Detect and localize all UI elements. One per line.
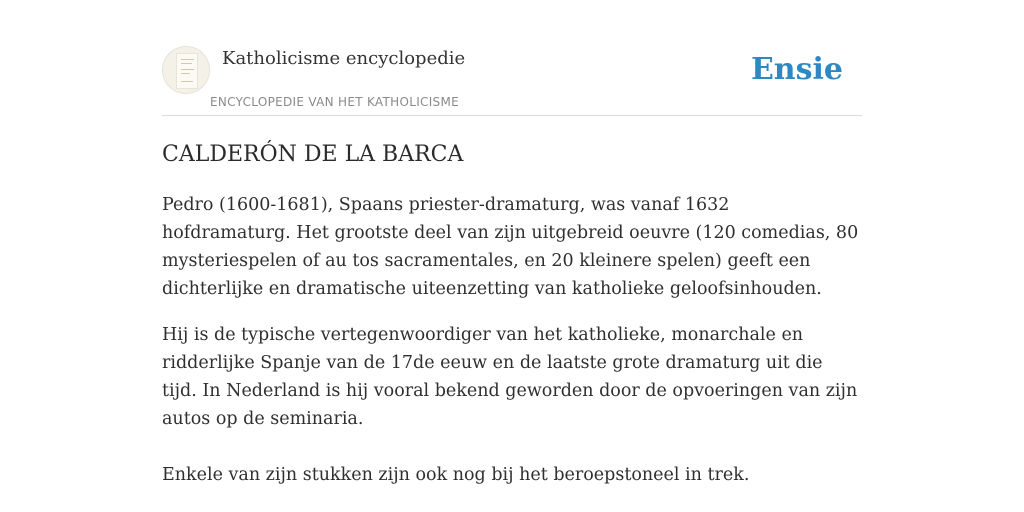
page-line: [181, 73, 190, 74]
book-cover-icon[interactable]: [162, 46, 210, 94]
brand-logo[interactable]: Ensie: [750, 52, 843, 87]
page-line: [181, 59, 194, 60]
article-title: CALDERÓN DE LA BARCA: [162, 142, 464, 167]
article-paragraph: Pedro (1600-1681), Spaans priester-dramaturg, was vanaf 1632 hofdramaturg. Het grootste deel van zijn uitgebreid oeuvre (120 comedias, 80 mysteriespelen of au tos sacramentales, en 20 kleinere spelen) geeft een dichterlijke en dramatische uiteenzetting van katholieke geloofsinhouden.: [162, 195, 859, 299]
article-paragraph: Enkele van zijn stukken zijn ook nog bij het beroepstoneel in trek.: [162, 465, 750, 485]
article-paragraph: Hij is de typische vertegenwoordiger van het katholieke, monarchale en ridderlijke Spanje van de 17de eeuw en de laatste grote dramaturg uit die tijd. In Nederland is hij vooral bekend geworden door de opvoeringen van zijn autos op de seminaria.: [162, 325, 858, 429]
page-line: [181, 69, 194, 70]
site-header: [162, 44, 862, 116]
page-line: [181, 63, 192, 64]
site-title[interactable]: Katholicisme encyclopedie: [222, 48, 466, 69]
article: [162, 138, 862, 507]
book-page: [176, 53, 198, 89]
page-line: [181, 81, 193, 82]
site-subtitle: ENCYCLOPEDIE VAN HET KATHOLICISME: [210, 95, 459, 109]
